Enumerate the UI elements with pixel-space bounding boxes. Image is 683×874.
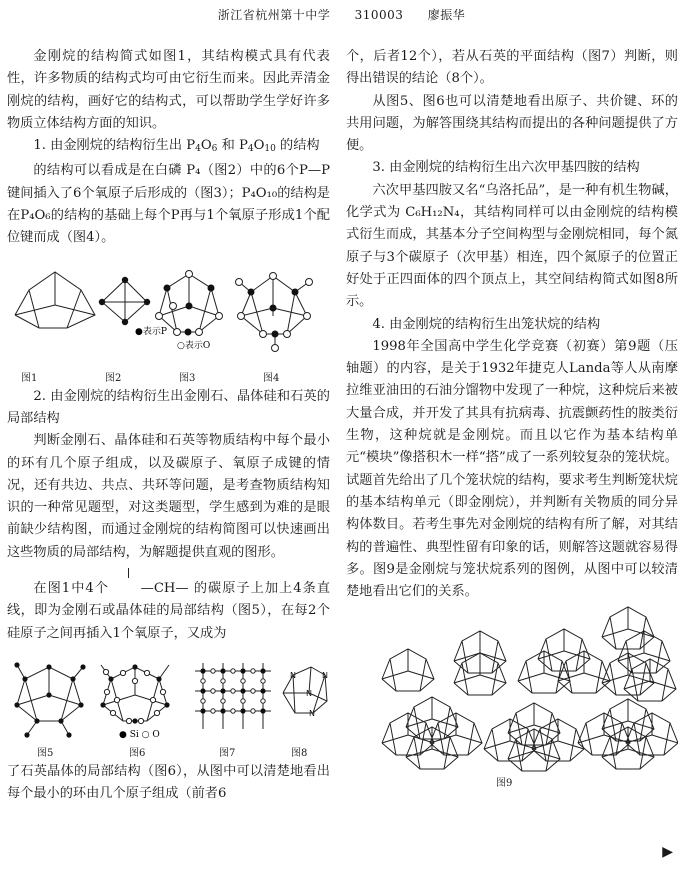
pentamantane-cage bbox=[382, 697, 482, 769]
section2-body: 判断金刚石、晶体硅和石英等物质结构中每个最小的环有几个原子组成，以及碳原子、氧原子成键的情况，还有共边、共点、共环等问题，是考查物质结构知识的一种常见题型，对这类题型，学生感到为难的是眼前缺少结构图，而通过金刚烷的结构简图可以快速画出这些物质的局部结构，为解题提供直观的图形。 bbox=[7, 433, 330, 560]
section1-heading: 1. 由金刚烷的结构衍生出 $P_4O_6$ 和 $P_4O_{10}$ 的结构 bbox=[33, 138, 320, 155]
header-school: 浙江省杭州第十中学 bbox=[217, 8, 331, 22]
section1-body: 的结构可以看成是在白磷 P₄（图2）中的6个P—P键间插入了6个氧原子后形成的（图3）；P₄O₁₀的结构是在P₄O₆的结构的基础上每个P再与1个氧原子形成1个配位键而成（图4）。 bbox=[7, 163, 330, 246]
caption-fig5: 图5 bbox=[37, 747, 54, 759]
observation-paragraph: 从图5、图6也可以清楚地看出原子、共价键、环的共用问题，为解答围绕其结构而提出的各种问题提供了方便。 bbox=[346, 93, 678, 154]
section2-heading: 2. 由金刚烷的结构衍生出金刚石、晶体硅和石英的局部结构 bbox=[7, 388, 330, 426]
caption-fig8: 图8 bbox=[291, 747, 308, 759]
continued-paragraph: 个，后者12个），若从石英的平面结构（图7）判断，则得出错误的结论（8个）。 bbox=[346, 49, 678, 87]
section3-heading: 3. 由金刚烷的结构衍生出六次甲基四胺的结构 bbox=[372, 160, 640, 176]
section3-body: 六次甲基四胺又名“乌洛托品”，是一种有机生物碱，化学式为 C₆H₁₂N₄，其结构同样可以由金刚烷的结构模式衍生而成，其基本分子空间构型与金刚烷相同，每个氮原子与3个碳原子（次甲基）相连，四个氮原子的位置正好处于正四面体的四个顶点上，其空间结构简式如图8所示。 bbox=[346, 182, 678, 310]
header-author: 廖振华 bbox=[427, 8, 466, 22]
figure-9 bbox=[346, 603, 678, 791]
svg-text:N: N bbox=[322, 670, 328, 680]
ch-group-formula: —CH— bbox=[114, 578, 188, 600]
caption-fig7: 图7 bbox=[219, 747, 236, 759]
section4-heading: 4. 由金刚烷的结构衍生出笼状烷的结构 bbox=[372, 316, 601, 332]
left-column bbox=[7, 46, 330, 806]
figures-1-4-captions bbox=[7, 368, 330, 386]
svg-text:N: N bbox=[309, 708, 315, 718]
figure-9-caption-row bbox=[346, 773, 678, 791]
svg-text:N: N bbox=[290, 670, 296, 680]
triamantane-cage bbox=[518, 629, 610, 693]
figures-1-4-drawing bbox=[7, 250, 330, 368]
figures-5-8-captions bbox=[7, 743, 330, 761]
fig6-legend: ● Si ○ O bbox=[119, 729, 160, 740]
header-zip: 310003 bbox=[354, 8, 404, 22]
diamond-figure bbox=[17, 665, 83, 735]
right-column bbox=[346, 46, 678, 791]
adamantane-cage bbox=[382, 649, 434, 691]
figures-5-8 bbox=[7, 645, 330, 761]
caption-fig4: 图4 bbox=[263, 372, 280, 384]
caption-fig3: 图3 bbox=[179, 372, 196, 384]
caption-fig9: 图9 bbox=[496, 778, 513, 790]
intro-paragraph: 金刚烷的结构简式如图1，其结构模式具有代表性，许多物质的结构式均可由它衍生而来。因此弄清金刚烷的结构，画好它的结构式，可以帮助学生学好许多物质立体结构方面的知识。 bbox=[7, 49, 330, 131]
legend-o: ○表示O bbox=[177, 340, 211, 351]
caption-fig6: 图6 bbox=[129, 747, 146, 759]
next-page-arrow-icon[interactable]: ▶ bbox=[662, 844, 673, 860]
figures-1-4 bbox=[7, 250, 330, 386]
page-header bbox=[0, 6, 683, 23]
hexamantane-cage bbox=[484, 703, 584, 771]
figure-9-drawing bbox=[346, 603, 678, 773]
section4-body: 1998年全国高中学生化学竞赛（初赛）第9题（压轴题）的内容，是关于1932年捷克人Landa等人从南摩拉维亚油田的石油分馏物中发现了一种烷，这种烷后来被大量合成，并开发了其具有抗病毒、抗震颤药性的胺类衍生物，这种烷就是金刚烷。而且以它作为基本结构单元“模块”像搭积木一样“搭”成了一系列较复杂的笼状烷。试题首先给出了几个笼状烷的结构，要求考生判断笼状烷的基本结构单元（即金刚烷），并判断有关物质的同分异构体数目。若考生事先对金刚烷的结构有所了解，对其结构的普遍性、典型性留有印象的话，则解答这题就容易得多。图9是金刚烷与笼状烷系列的图例，从图中可以较清楚地看出它们的关系。 bbox=[346, 338, 678, 600]
adamantane-figure bbox=[15, 272, 95, 328]
figures-5-8-drawing bbox=[7, 645, 330, 743]
section2-paragraph2: 在图1中4个 —CH— 的碳原子上加上4条直线，即为金刚石或晶体硅的局部结构（图5），在每2个硅原子之间再插入1个氧原子，又成为 bbox=[7, 578, 330, 645]
tetramantane-cage bbox=[602, 607, 676, 701]
caption-fig1: 图1 bbox=[21, 372, 38, 384]
svg-text:N: N bbox=[306, 688, 312, 698]
p4-figure bbox=[102, 280, 147, 322]
diamantane-cage bbox=[454, 631, 506, 695]
legend-p: ●表示P bbox=[135, 326, 167, 337]
caption-fig2: 图2 bbox=[105, 372, 122, 384]
heptamantane-cage bbox=[578, 699, 678, 769]
section2-paragraph3: 了石英晶体的局部结构（图6），从图中可以清楚地看出每个最小的环由几个原子组成（前者6 bbox=[7, 763, 330, 802]
